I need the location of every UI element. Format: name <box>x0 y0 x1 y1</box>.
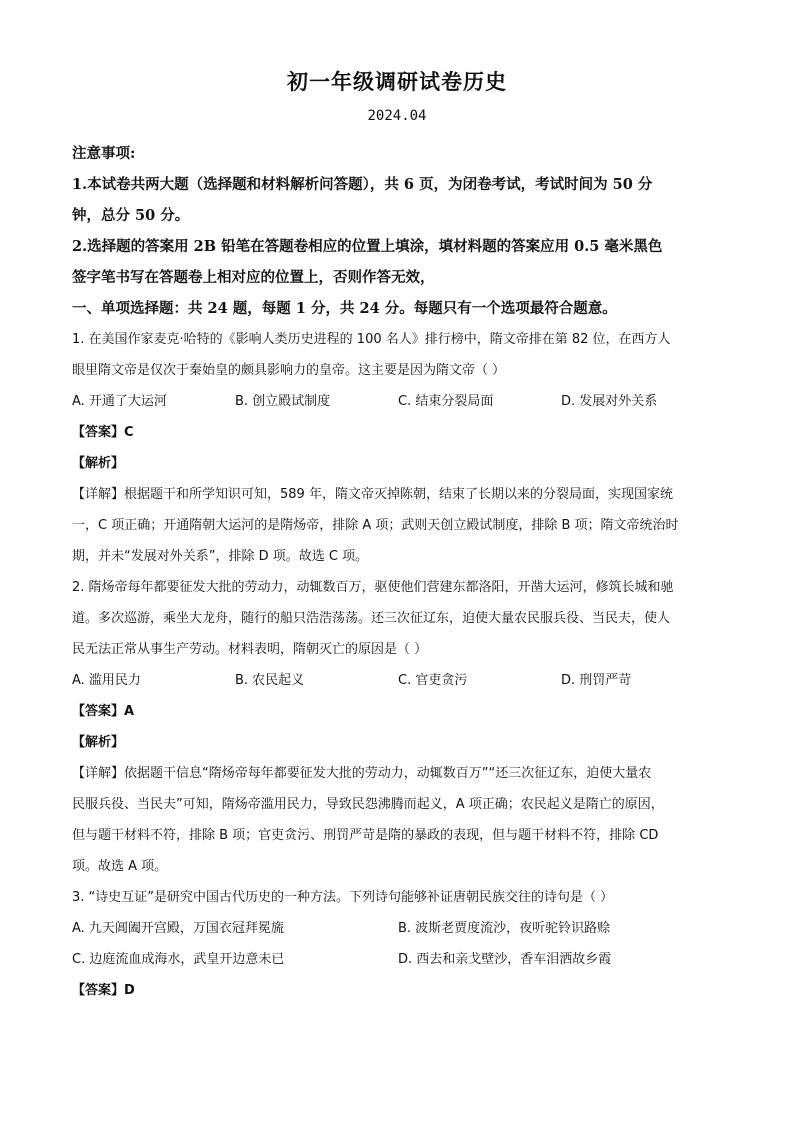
q1-detail-line-1: 【详解】根据题干和所学知识可知，589 年，隋文帝灭掉陈朝，结束了长期以来的分裂局面，实现国家统 <box>72 487 673 502</box>
section-heading: 一、单项选择题：共 24 题，每题 1 分，共 24 分。每题只有一个选项最符合题意。 <box>72 300 617 317</box>
q2-option-c: C. 官吏贪污 <box>398 673 468 688</box>
q2-answer: 【答案】A <box>72 704 135 719</box>
q1-option-c: C. 结束分裂局面 <box>398 394 494 409</box>
q2-detail-line-3: 但与题干材料不符，排除 B 项；官吏贪污、刑罚严苛是隋的暴政的表现，但与题干材料不符，排除 CD <box>72 828 659 843</box>
notes-heading: 注意事项: <box>72 145 136 162</box>
q2-option-d: D. 刑罚严苛 <box>561 673 632 688</box>
q1-detail-line-2: 一，C 项正确；开通隋朝大运河的是隋炀帝，排除 A 项；武则天创立殿试制度，排除 B 项；隋文帝统治时 <box>72 518 679 533</box>
q2-option-a: A. 滥用民力 <box>72 673 141 688</box>
page-title: 初一年级调研试卷历史 <box>287 69 507 94</box>
q2-detail-line-4: 项。故选 A 项。 <box>72 859 168 874</box>
q1-stem-line-1: 1. 在美国作家麦克·哈特的《影响人类历史进程的 100 名人》排行榜中，隋文帝排在第 82 位，在西方人 <box>72 332 671 347</box>
q3-option-b: B. 波斯老贾度流沙，夜听驼铃识路赊 <box>398 921 611 936</box>
q3-option-c: C. 边庭流血成海水，武皇开边意未已 <box>72 952 285 967</box>
q1-options <box>72 386 724 417</box>
exam-date: 2024.04 <box>367 108 427 124</box>
notes-item-1-line-2: 钟，总分 50 分。 <box>72 207 190 224</box>
q2-detail-line-2: 民服兵役、当民夫”可知，隋炀帝滥用民力，导致民怨沸腾而起义，A 项正确；农民起义是隋亡的原因， <box>72 797 664 812</box>
q3-options-row-1 <box>72 913 724 944</box>
notes-item-2-line-2: 签字笔书写在答题卷上相对应的位置上，否则作答无效， <box>72 269 435 286</box>
q2-stem-line-2: 道。多次巡游，乘坐大龙舟，随行的船只浩浩荡荡。还三次征辽东，迫使大量农民服兵役、当民夫，使人 <box>72 611 671 626</box>
notes-item-1-line-1: 1.本试卷共两大题（选择题和材料解析问答题），共 6 页，为闭卷考试，考试时间为 50 分 <box>72 176 653 193</box>
q1-option-b: B. 创立殿试制度 <box>235 394 331 409</box>
q1-detail-line-3: 期，并未“发展对外关系”，排除 D 项。故选 C 项。 <box>72 549 369 564</box>
q2-stem-line-3: 民无法正常从事生产劳动。材料表明，隋朝灭亡的原因是（ ） <box>72 642 428 657</box>
q3-options-row-2 <box>72 944 724 975</box>
q2-option-b: B. 农民起义 <box>235 673 305 688</box>
q1-option-a: A. 开通了大运河 <box>72 394 167 409</box>
q2-analysis-label: 【解析】 <box>72 735 125 750</box>
notes-item-2-line-1: 2.选择题的答案用 2B 铅笔在答题卷相应的位置上填涂，填材料题的答案应用 0.5 毫米黑色 <box>72 238 663 255</box>
q3-option-a: A. 九天阊阖开宫殿，万国衣冠拜冕旒 <box>72 921 284 936</box>
q3-stem-line-1: 3. “诗史互证”是研究中国古代历史的一种方法。下列诗句能够补证唐朝民族交往的诗句是（ ） <box>72 890 614 905</box>
q3-option-d: D. 西去和亲戈壁沙，香车泪洒故乡霞 <box>398 952 612 967</box>
q2-options <box>72 665 724 696</box>
q1-answer: 【答案】C <box>72 425 134 440</box>
q2-stem-line-1: 2. 隋炀帝每年都要征发大批的劳动力，动辄数百万，驱使他们营建东都洛阳，开凿大运河，修筑长城和驰 <box>72 580 674 595</box>
q2-detail-line-1: 【详解】依据题干信息“隋炀帝每年都要征发大批的劳动力，动辄数百万”“还三次征辽东，迫使大量农 <box>72 766 652 781</box>
q1-analysis-label: 【解析】 <box>72 456 125 471</box>
q1-stem-line-2: 眼里隋文帝是仅次于秦始皇的颇具影响力的皇帝。这主要是因为隋文帝（ ） <box>72 363 506 378</box>
q3-answer: 【答案】D <box>72 983 135 998</box>
q1-option-d: D. 发展对外关系 <box>561 394 658 409</box>
document-body <box>72 138 724 1006</box>
